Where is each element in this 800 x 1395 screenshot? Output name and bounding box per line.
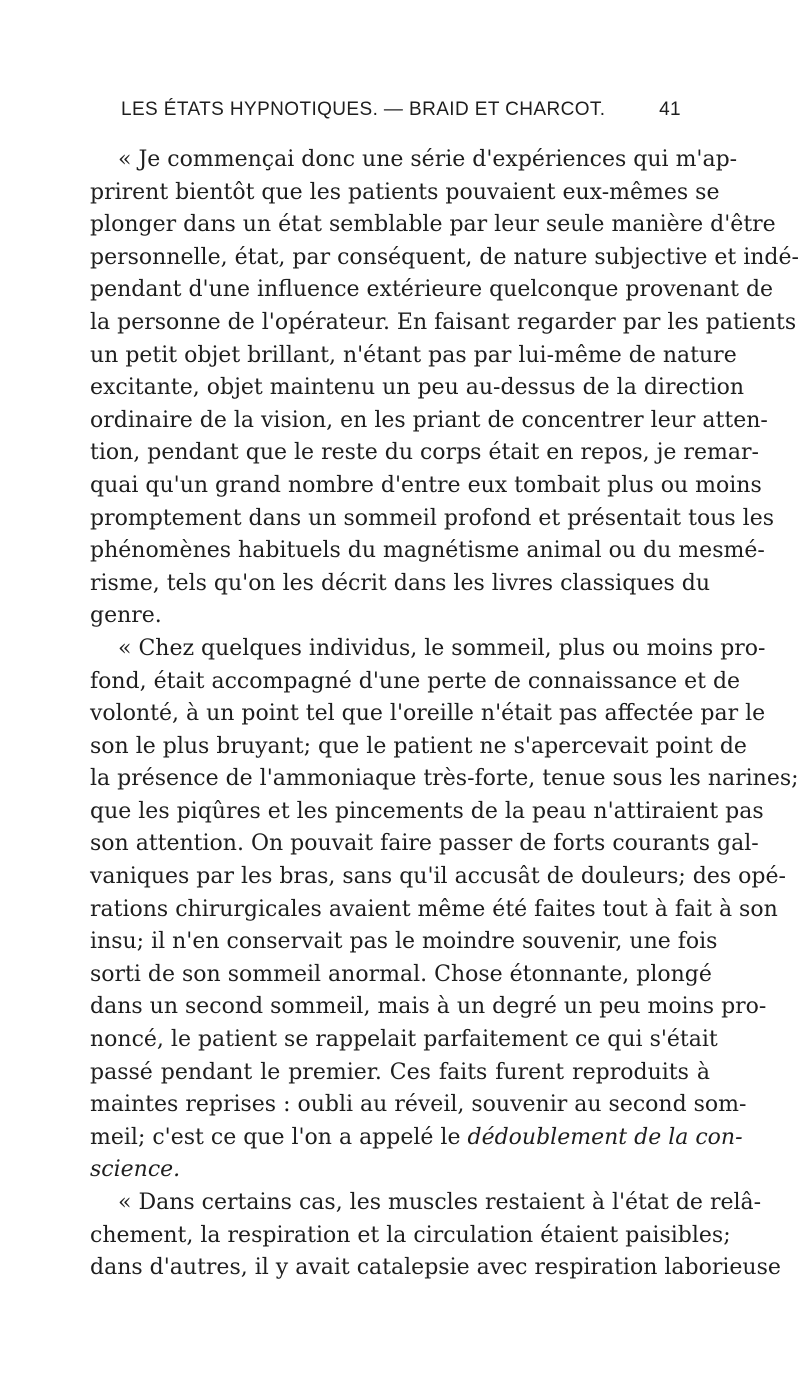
text-line: promptement dans un sommeil profond et présentait tous les xyxy=(90,505,774,531)
text-line: dans un second sommeil, mais à un degré un peu moins pro- xyxy=(90,994,767,1020)
italic-term: dédoublement de la con- xyxy=(467,1124,743,1150)
text-line: rations chirurgicales avaient même été faites tout à fait à son xyxy=(90,896,778,922)
text-line: insu; il n'en conservait pas le moindre souvenir, une fois xyxy=(90,929,718,955)
text-line: la personne de l'opérateur. En faisant regarder par les patients xyxy=(90,309,797,335)
text-line: tion, pendant que le reste du corps était en repos, je remar- xyxy=(90,440,759,466)
text-line: un petit objet brillant, n'étant pas par lui-même de nature xyxy=(90,342,737,368)
text-line: la présence de l'ammoniaque très-forte, tenue sous les narines; xyxy=(90,766,799,792)
running-title: LES ÉTATS HYPNOTIQUES. — BRAID ET CHARCOT. xyxy=(121,99,606,120)
text-segment: meil; c'est ce que l'on a appelé le xyxy=(90,1124,468,1150)
text-line: vaniques par les bras, sans qu'il accusât de douleurs; des opé- xyxy=(90,864,786,890)
text-line: quai qu'un grand nombre d'entre eux tombait plus ou moins xyxy=(90,472,762,498)
text-line: « Je commençai donc une série d'expériences qui m'ap- xyxy=(118,147,738,172)
text-line: passé pendant le premier. Ces faits furent reproduits à xyxy=(90,1059,710,1085)
text-line: plonger dans un état semblable par leur seule manière d'être xyxy=(90,212,776,238)
text-line: « Chez quelques individus, le sommeil, plus ou moins pro- xyxy=(118,635,766,661)
text-line: volonté, à un point tel que l'oreille n'était pas affectée par le xyxy=(90,701,766,727)
italic-term-continuation: science. xyxy=(90,1157,181,1183)
text-line: genre. xyxy=(90,603,162,629)
text-line: fond, était accompagné d'une perte de connaissance et de xyxy=(90,668,741,694)
body-text xyxy=(90,144,799,1285)
text-line: « Dans certains cas, les muscles restaient à l'état de relâ- xyxy=(118,1190,762,1215)
text-line: maintes reprises : oubli au réveil, souvenir au second som- xyxy=(90,1092,747,1118)
text-line-with-italic xyxy=(90,1122,743,1155)
text-line: personnelle, état, par conséquent, de nature subjective et indé- xyxy=(90,244,799,270)
text-line: ordinaire de la vision, en les priant de concentrer leur atten- xyxy=(90,407,768,433)
text-line: dans d'autres, il y avait catalepsie avec respiration laborieuse xyxy=(90,1255,781,1281)
text-line: chement, la respiration et la circulation étaient paisibles; xyxy=(90,1222,731,1248)
text-line: phénomènes habituels du magnétisme animal ou du mesmé- xyxy=(90,538,765,564)
text-line: pendant d'une influence extérieure quelconque provenant de xyxy=(90,277,774,303)
running-head xyxy=(121,99,681,127)
text-line: excitante, objet maintenu un peu au-dessus de la direction xyxy=(90,375,745,401)
text-line: noncé, le patient se rappelait parfaitement ce qui s'était xyxy=(90,1027,718,1053)
text-line: sorti de son sommeil anormal. Chose étonnante, plongé xyxy=(90,961,712,987)
text-line: prirent bientôt que les patients pouvaient eux-mêmes se xyxy=(90,179,720,205)
text-line: que les piqûres et les pincements de la peau n'attiraient pas xyxy=(90,798,764,824)
text-line: son attention. On pouvait faire passer de forts courants gal- xyxy=(90,831,759,857)
text-line: risme, tels qu'on les décrit dans les livres classiques du xyxy=(90,570,710,596)
page-number: 41 xyxy=(659,99,681,120)
text-line: son le plus bruyant; que le patient ne s'apercevait point de xyxy=(90,733,747,759)
